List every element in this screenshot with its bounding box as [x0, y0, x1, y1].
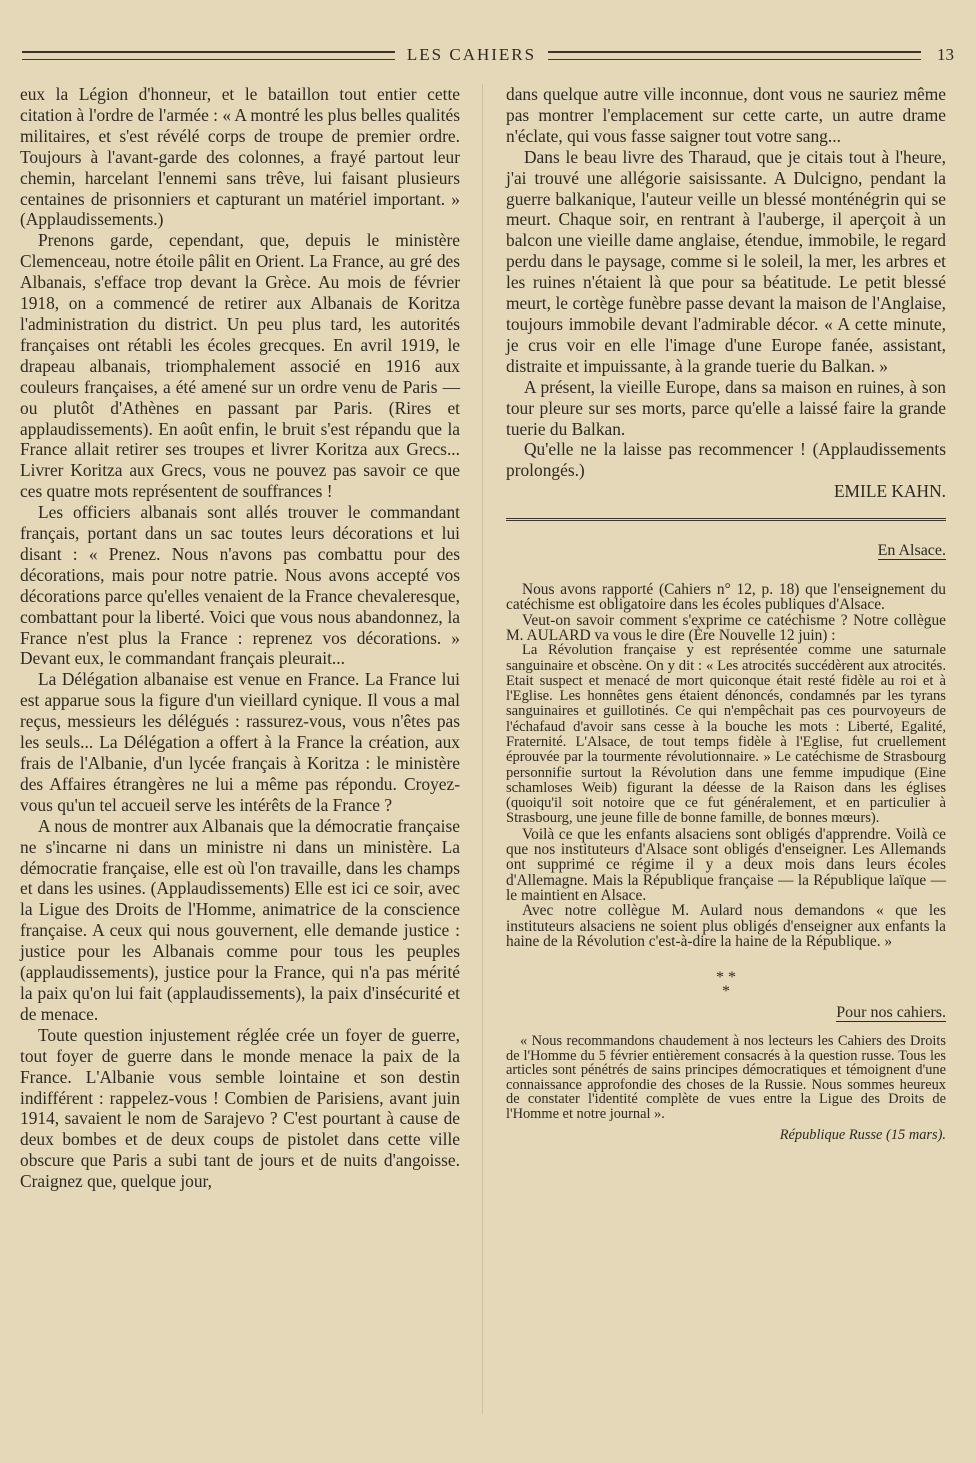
paragraph: Veut-on savoir comment s'exprime ce catéchisme ? Notre collègue M. AULARD va vous le dire (Ère Nouvelle 12 juin) : — [506, 611, 946, 644]
signature-text: EMILE KAHN. — [833, 481, 946, 502]
press-quote: « Nous recommandons chaudement à nos lecteurs les Cahiers des Droits de l'Homme du 5 février entièrement consacrés à la question russe. Tous les articles sont pénétrés de sains principes démocratiques et témoignent d'une connaissance approfondie des choses de la Russie. Nous sommes heureux de constater l'identité complète de vues entre la Ligue des Droits de l'Homme et notre journal ». — [506, 1033, 946, 1123]
paragraph: Les officiers albanais sont allés trouver le commandant français, portant dans un sac toutes leurs décorations et lui disant : « Prenez. Nous n'avons pas combattu pour des décorations, mais pour notre patrie. Nous avons accepté vos décorations parce qu'elles venaient de la France chevaleresque, combattant pour la liberté. Voici que vous nous abandonnez, la France n'est plus la France : reprenez vos décorations. » Devant eux, le commandant français pleurait... — [20, 502, 460, 669]
header-rule-left — [22, 51, 395, 60]
paragraph: Dans le beau livre des Tharaud, que je citais tout à l'heure, j'ai trouvé une allégorie saisissante. A Dulcigno, pendant la guerre balkanique, l'auteur veille un blessé monténégrin qui se meurt. Chaque soir, en rentrant à l'auberge, il aperçoit à un balcon une vieille dame anglaise, étendue, immobile, le regard perdu dans le paysage, comme si le soleil, la mer, les arbres et les ruines n'étaient là que pour sa béatitude. Le petit blessé meurt, le cortège funèbre passe devant la maison de l'Anglaise, toujours immobile devant l'admirable décor. « A cette minute, je crus voir en elle l'image d'une Europe fanée, assistant, distraite et impuissante, à la grande tuerie du Balkan. » — [506, 146, 946, 376]
author-signature — [506, 481, 946, 502]
section-title-text: Pour nos cahiers. — [836, 1004, 946, 1022]
paragraph: Voilà ce que les enfants alsaciens sont obligés d'apprendre. Voilà ce que nos instituteurs d'Alsace sont obligés d'enseigner. Les Allemands ont supprimé ce régime il y a deux mois dans leurs écoles d'Allemagne. Mais la République française — la République laïque — le maintient en Alsace. — [506, 825, 946, 904]
alsace-article — [506, 582, 946, 949]
press-excerpt — [506, 1034, 946, 1142]
paragraph: La Délégation albanaise est venue en France. La France lui est apparue sous la figure d'un vieillard cynique. Il vous a mal reçus, messieurs les délégués : rassurez-vous, vous n'êtes pas les seuls... La Délégation a offert à la France la création, aux frais de l'Albanie, d'un lycée français à Koritza : le ministère des Affaires étrangères ne lui a même pas répondu. Croyez-vous qu'un tel accueil serve les intérêts de la France ? — [20, 669, 460, 815]
press-source: République Russe (15 mars). — [779, 1126, 946, 1143]
right-column — [506, 84, 946, 1142]
paragraph: Nous avons rapporté (Cahiers n° 12, p. 18) que l'enseignement du catéchisme est obligatoire dans les écoles publiques d'Alsace. — [506, 581, 946, 614]
paragraph: Prenons garde, cependant, que, depuis le ministère Clemenceau, notre étoile pâlit en Orient. La France, au gré des Albanais, s'efface trop devant la Grèce. Au mois de février 1918, on a commencé de retirer aux Albanais de Koritza l'administration du district. Un peu plus tard, les autorités françaises ont rétabli les écoles grecques. En avril 1919, le drapeau albanais, triomphalement associé en 1916 aux couleurs françaises, a été amené sur un ordre venu de Paris — ou plutôt d'Athènes en passant par Paris. (Rires et applaudissements). En août enfin, le bruit s'est répandu que la France allait retirer ses troupes et livrer Koritza aux Grecs... Livrer Koritza aux Grecs, vous ne pouvez pas savoir ce que ces quatre mots représentent de souffrances ! — [20, 230, 460, 502]
column-divider — [482, 84, 483, 1414]
catechism-quote: La Révolution française y est représentée comme une saturnale sanguinaire et obscène. On y dit : « Les atrocités succédèrent aux atrocités. Etait suspect et menacé de mort quiconque était resté fidèle au roi et à l'Eglise. Les honnêtes gens étaient dénoncés, condamnés par les tyrans sanguinaires et guillotinés. Ce qui n'empêchait pas ces pourvoyeurs de l'échafaud d'avoir sans cesse à la bouche les mots : Liberté, Egalité, Fraternité. L'Alsace, de tout temps fidèle à l'Eglise, fut cruellement éprouvée par la tourmente révolutionnaire. » Le catéchisme de Strasbourg personnifie surtout la Révolution dans une femme impudique (Eine schamloses Weib) figurant la déesse de la Raison dans les églises (quoiqu'il soit notoire que ce fut généralement, et en particulier à Strasbourg, une jeune fille de bonne famille, de bonnes mœurs). — [506, 642, 946, 827]
paragraph: Toute question injustement réglée crée un foyer de guerre, tout foyer de guerre dans le monde menace la paix de la France. L'Albanie vous semble lointaine et son destin indifférent : rappelez-vous ! Combien de Parisiens, avant juin 1914, savaient le nom de Sarajevo ? C'est pourtant à cause de deux bombes et de deux coups de pistolet dans cette ville obscure que Paris a subi tant de jours et de nuits d'angoisse. Craignez que, quelque jour, — [20, 1024, 460, 1192]
asterism — [506, 971, 946, 999]
section-title-text: En Alsace. — [877, 542, 946, 560]
section-rule — [506, 518, 946, 521]
paragraph: Qu'elle ne la laisse pas recommencer ! (Applaudissements prolongés.) — [506, 439, 946, 481]
page-header — [22, 42, 954, 68]
section-title-alsace — [506, 541, 946, 562]
asterism-text: * * * — [716, 969, 736, 1001]
paragraph: A présent, la vieille Europe, dans sa maison en ruines, à son tour pleure sur ses morts, parce qu'elle a laissé faire la grande tuerie du Balkan. — [506, 376, 946, 439]
page-number: 13 — [937, 45, 954, 64]
running-title: LES CAHIERS — [406, 45, 537, 64]
left-column — [20, 84, 460, 1192]
paragraph: Avec notre collègue M. Aulard nous demandons « que les instituteurs alsaciens ne soient plus obligés d'enseigner aux enfants la haine de la Révolution c'est-à-dire la haine de la République. » — [506, 902, 946, 950]
paragraph: dans quelque autre ville inconnue, dont vous ne sauriez même pas montrer l'emplacement sur cette carte, un autre drame n'éclate, qui vous fasse saigner tout votre sang... — [506, 84, 946, 146]
paragraph: eux la Légion d'honneur, et le bataillon tout entier cette citation à l'ordre de l'armée : « A montré les plus belles qualités militaires, et s'est révélé corps de troupe de premier ordre. Toujours à l'avant-garde des colonnes, a frayé partout leur chemin, harcelant l'ennemi sans trêve, lui faisant plusieurs centaines de prisonniers et capturant un matériel important. » (Applaudissements.) — [20, 84, 460, 230]
paragraph: A nous de montrer aux Albanais que la démocratie française ne s'incarne ni dans un ministre ni dans un ministère. La démocratie française, elle est où l'on travaille, dans les champs et dans les usines. (Applaudissements) Elle est ici ce soir, avec la Ligue des Droits de l'Homme, animatrice de la conscience française. A ceux qui nous gouvernent, elle demande justice : justice pour les Albanais comme pour tous les peuples (applaudissements), justice pour la France, qui n'a pas mérité la paix qu'on lui fait (applaudissements), la paix d'insécurité et de menace. — [20, 815, 460, 1024]
header-rule-right — [548, 51, 921, 60]
section-title-pour-nos-cahiers — [506, 1003, 946, 1024]
